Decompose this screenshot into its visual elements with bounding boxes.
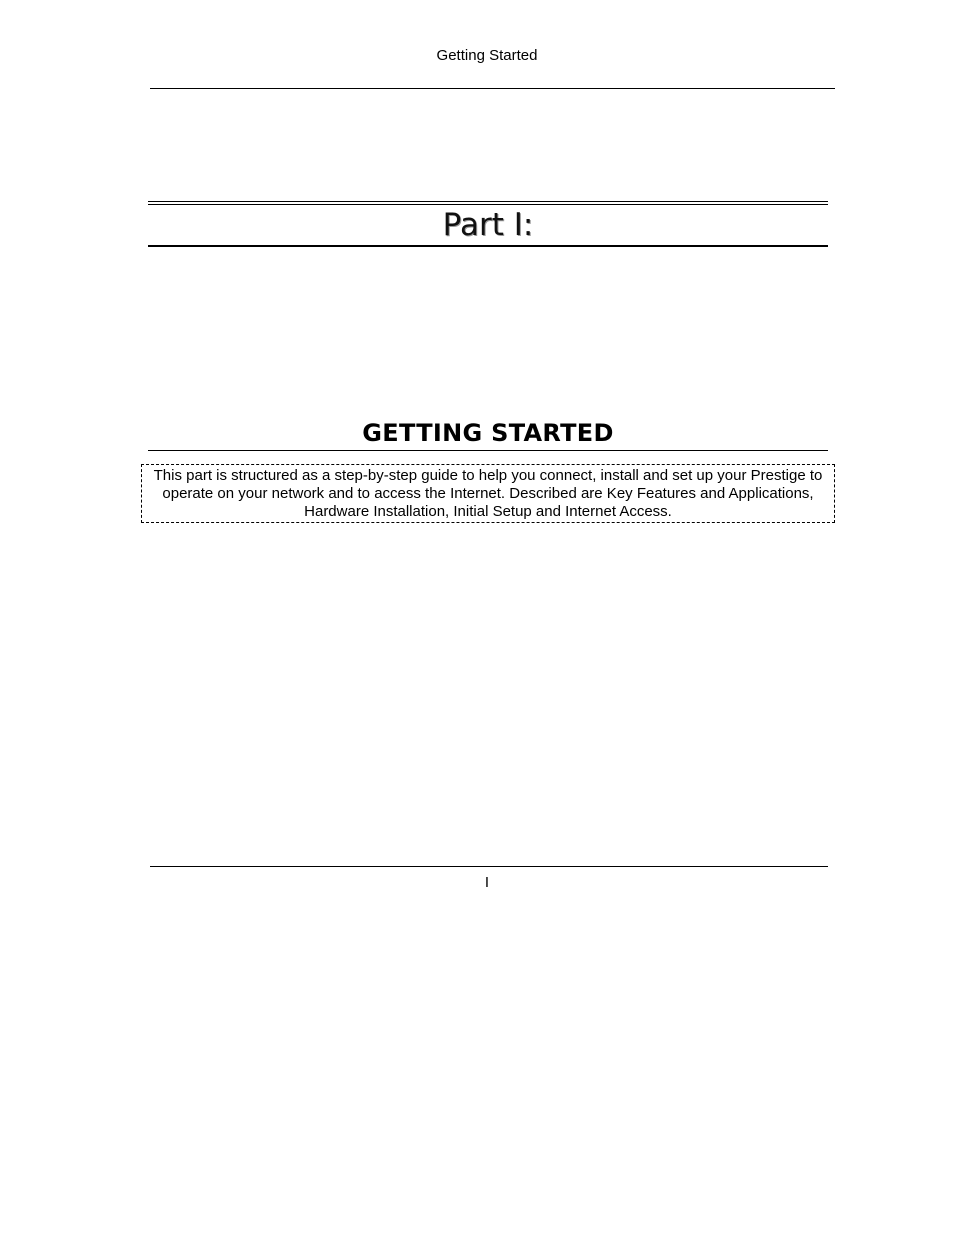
footer-divider	[150, 866, 828, 867]
page-number: I	[484, 874, 490, 891]
intro-text: This part is structured as a step-by-step guide to help you connect, install and set up your Prestige to operate on your network and to access the Internet. Described are Key Features and Applications, Hardware Installation, Initial Setup and Internet Access.	[153, 467, 823, 520]
section-divider	[148, 450, 828, 451]
intro-box	[141, 464, 835, 523]
section-title: GETTING STARTED	[362, 419, 614, 447]
part-bottom-divider	[148, 245, 828, 247]
header-divider	[150, 88, 835, 89]
running-header: Getting Started	[436, 47, 538, 64]
part-title: Part I:	[442, 207, 534, 243]
